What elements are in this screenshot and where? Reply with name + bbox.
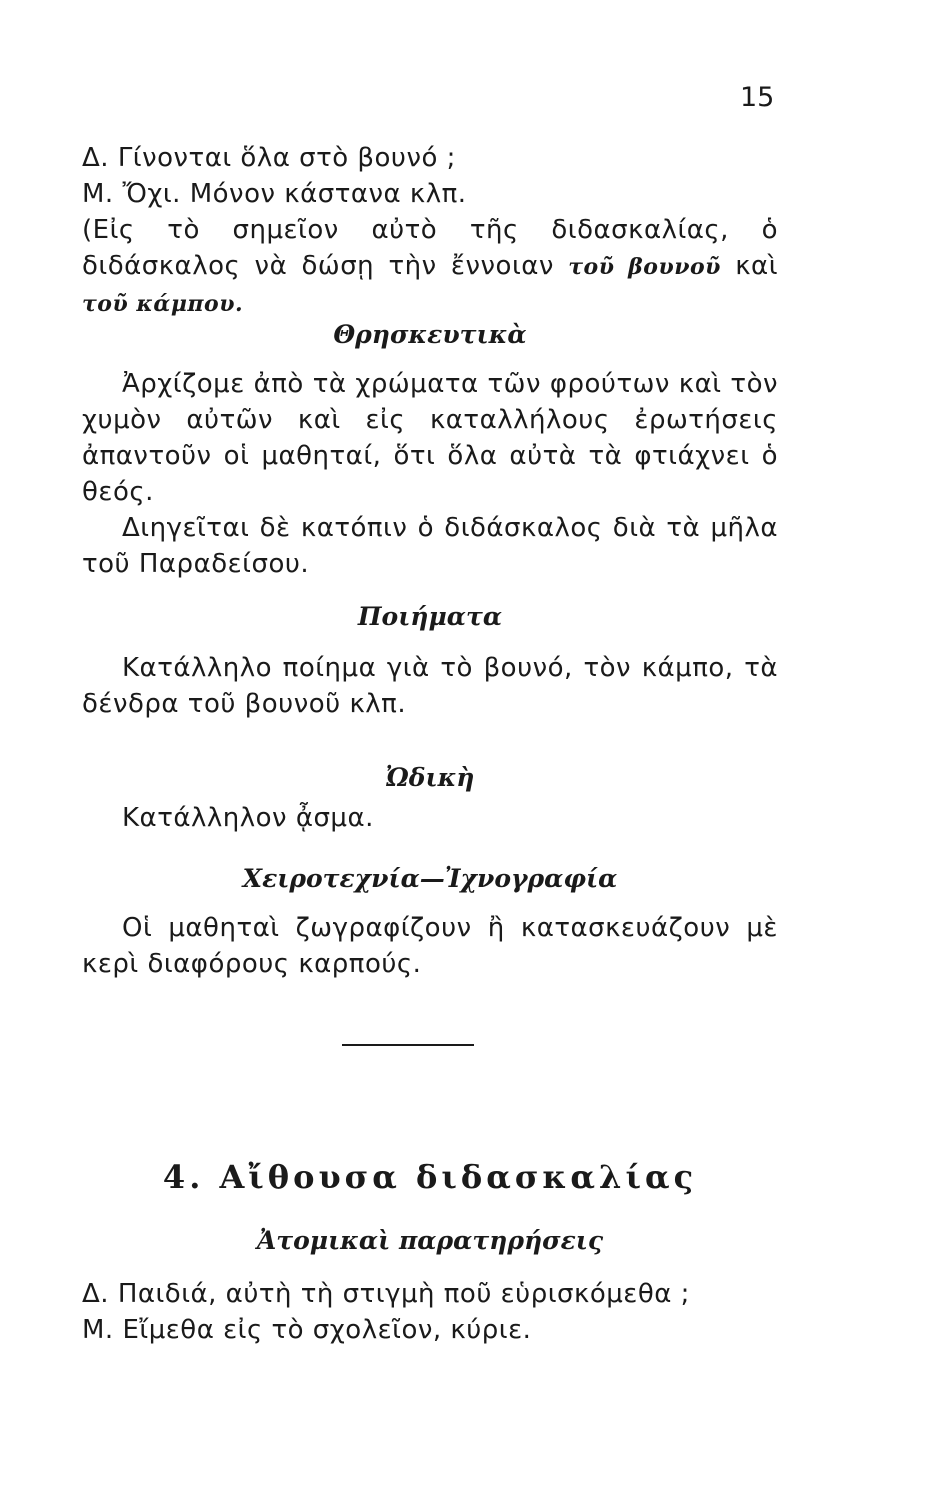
page-number: 15 [740,82,775,113]
paragraph: Κατάλληλο ποίημα γιὰ τὸ βουνό, τὸν κάμπο, τὰ δένδρα τοῦ βουνοῦ κλπ. [82,653,778,719]
teacher-note [82,212,778,322]
heading-poems: Ποιήματα [357,602,503,631]
song-section [82,800,778,836]
heading-crafts: Χειροτεχνία—Ἰχνογραφία [242,864,618,893]
heading-religion: Θρησκευτικὰ [333,320,527,349]
section-divider [342,1044,474,1046]
paragraph: Κατάλληλον ᾆσμα. [122,803,374,833]
term-mountain: τοῦ βουνοῦ [568,254,721,280]
term-plain: τοῦ κάμπου. [82,291,244,317]
chapter-number: 4. [162,1158,205,1196]
heading-song: Ὠδικὴ [385,763,475,792]
note-conjunction: καὶ [720,251,778,281]
note-text: (Εἰς τὸ σημεῖον αὐτὸ τῆς διδασκαλίας, ὁ διδάσκαλος νὰ δώσῃ τὴν ἔννοιαν [82,215,778,281]
chapter-heading [0,1158,860,1196]
religion-section [82,366,778,582]
crafts-section [82,910,778,982]
heading-observations: Ἀτομικαὶ παρατηρήσεις [256,1226,604,1255]
poems-section [82,650,778,722]
dialogue-line: Μ. Ὄχι. Μόνον κάστανα κλπ. [82,179,467,209]
dialogue-line: Δ. Γίνονται ὅλα στὸ βουνό ; [82,143,456,173]
paragraph: Ἀρχίζομε ἀπὸ τὰ χρώματα τῶν φρούτων καὶ τὸν χυμὸν αὐτῶν καὶ εἰς καταλλήλους ἐρωτήσεις ἀπαντοῦν οἱ μαθηταί, ὅτι ὅλα αὐτὰ τὰ φτιάχνει ὁ θεός. [82,369,778,507]
dialogue-line: Δ. Παιδιά, αὐτὴ τὴ στιγμὴ ποῦ εὑρισκόμεθα ; [82,1279,690,1309]
chapter-title: Αἴθουσα διδασκαλίας [219,1158,698,1196]
dialogue-block-1 [82,140,778,322]
dialogue-block-2 [82,1276,778,1348]
dialogue-line: Μ. Εἴμεθα εἰς τὸ σχολεῖον, κύριε. [82,1315,532,1345]
paragraph: Διηγεῖται δὲ κατόπιν ὁ διδάσκαλος διὰ τὰ μῆλα τοῦ Παραδείσου. [82,513,778,579]
paragraph: Οἱ μαθηταὶ ζωγραφίζουν ἢ κατασκευάζουν μὲ κερὶ διαφόρους καρπούς. [82,913,778,979]
